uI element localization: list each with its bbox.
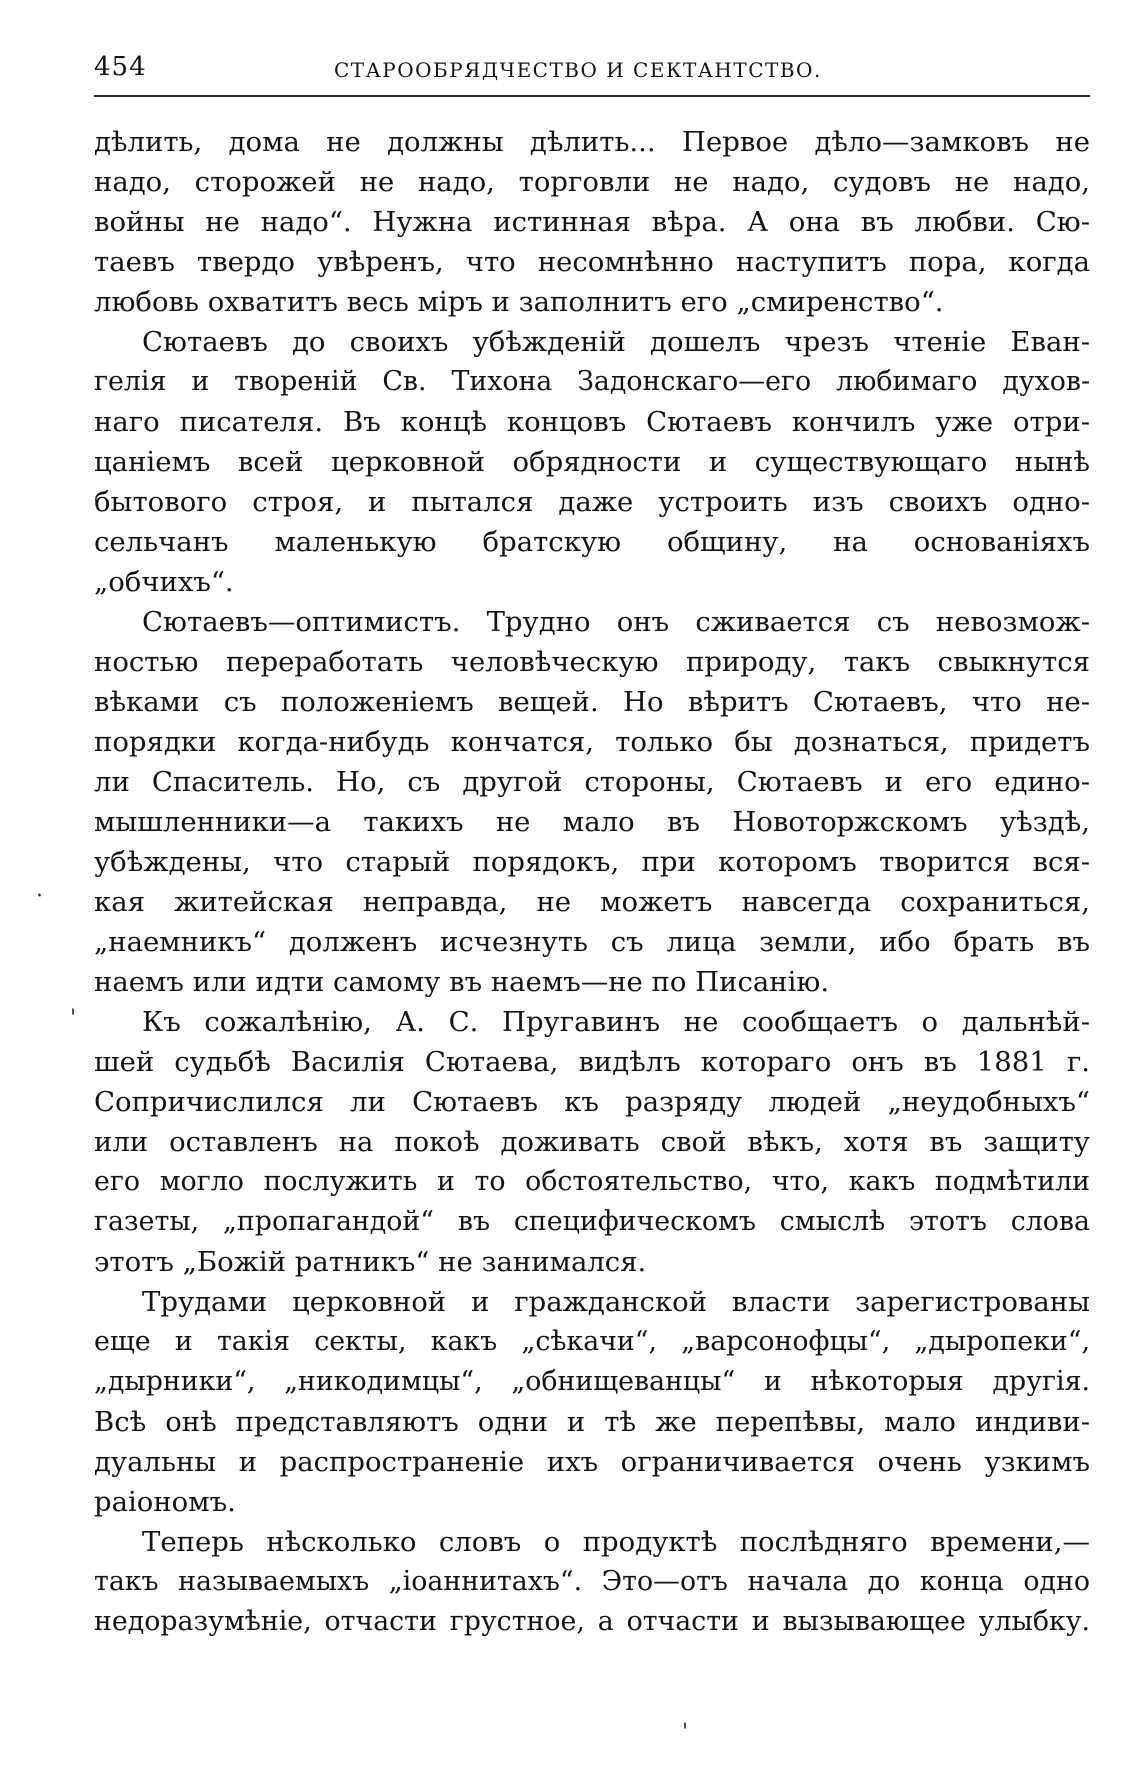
text-line: таевъ твердо увѣренъ, что несомнѣнно наступитъ пора, когда [94, 246, 1090, 278]
text-line: наго писателя. Въ концѣ концовъ Сютаевъ кончилъ уже отри- [94, 406, 1090, 438]
text-line: вѣками съ положеніемъ вещей. Но вѣритъ Сютаевъ, что не- [94, 686, 1090, 718]
text-line: Сопричислился ли Сютаевъ къ разряду людей „неудобныхъ“ [94, 1086, 1090, 1118]
text-line: газеты, „пропагандой“ въ специфическомъ смыслѣ этотъ слова [94, 1206, 1090, 1237]
text-line: „наемникъ“ долженъ исчезнуть съ лица земли, ибо брать въ [94, 926, 1090, 958]
text-line: его могло послужить и то обстоятельство, что, какъ подмѣтили [94, 1166, 1090, 1197]
text-line: убѣждены, что старый порядокъ, при которомъ творится вся- [94, 846, 1090, 878]
text-line: надо, сторожей не надо, торговли не надо, судовъ не надо, [94, 166, 1090, 198]
text-line: сельчанъ маленькую братскую общину, на основаніяхъ [94, 526, 1090, 558]
text-line: Теперь нѣсколько словъ о продуктѣ послѣдняго времени,— [142, 1526, 1090, 1558]
header-rule [94, 95, 1090, 97]
text-line: шей судьбѣ Василія Сютаева, видѣлъ котораго онъ въ 1881 г. [94, 1046, 1090, 1078]
paragraph-5 [94, 1282, 1090, 1522]
text-line: наемъ или идти самому въ наемъ—не по Писанію. [94, 966, 830, 998]
text-line: раіономъ. [94, 1486, 236, 1518]
text-line: кая житейская неправда, не можетъ навсегда сохраниться, [94, 886, 1090, 918]
ink-speck: · [36, 884, 43, 909]
body-text [94, 122, 1090, 1642]
text-line: дуальны и распространеніе ихъ ограничивается очень узкимъ [94, 1446, 1090, 1478]
ink-speck: ' [70, 1006, 77, 1031]
text-line: Сютаевъ до своихъ убѣжденій дошелъ чрезъ чтеніе Еван- [142, 326, 1090, 358]
text-line: войны не надо“. Нужна истинная вѣра. А она въ любви. Сю- [94, 206, 1090, 238]
text-line: недоразумѣніе, отчасти грустное, а отчасти и вызывающее улыбку. [94, 1606, 1090, 1637]
paragraph-4 [94, 1002, 1090, 1282]
page-header [94, 52, 1090, 92]
text-line: этотъ „Божій ратникъ“ не занимался. [94, 1246, 647, 1278]
paragraph-3 [94, 602, 1090, 1002]
text-line: еще и такія секты, какъ „сѣкачи“, „варсонофцы“, „дыропеки“, [94, 1326, 1090, 1357]
text-line: ностью переработать человѣческую природу, такъ свыкнутся [94, 646, 1090, 678]
text-line: „дырники“, „никодимцы“, „обнищеванцы“ и нѣкоторыя другія. [94, 1366, 1090, 1397]
text-line: любовь охватитъ весь міръ и заполнитъ его „смиренство“. [94, 286, 944, 318]
text-line: или оставленъ на покоѣ доживать свой вѣкъ, хотя въ защиту [94, 1126, 1090, 1158]
text-line: ли Спаситель. Но, съ другой стороны, Сютаевъ и его едино- [94, 766, 1090, 798]
text-line: гелія и твореній Св. Тихона Задонскаго—его любимаго духов- [94, 366, 1090, 397]
text-line: порядки когда-нибудь кончатся, только бы дознаться, придетъ [94, 726, 1090, 758]
text-line: мышленники—а такихъ не мало въ Новоторжскомъ уѣздѣ, [94, 806, 1090, 838]
text-line: бытового строя, и пытался даже устроить изъ своихъ одно- [94, 486, 1090, 518]
paragraph-1 [94, 122, 1090, 322]
paragraph-2 [94, 322, 1090, 602]
text-line: Всѣ онѣ представляютъ одни и тѣ же перепѣвы, мало индиви- [94, 1406, 1090, 1438]
text-line: „обчихъ“. [94, 566, 234, 598]
page-number: 454 [94, 52, 147, 82]
text-line: Трудами церковной и гражданской власти зарегистрованы [142, 1286, 1090, 1318]
running-head: СТАРООБРЯДЧЕСТВО И СЕКТАНТСТВО. [334, 58, 822, 82]
text-line: дѣлить, дома не должны дѣлить... Первое дѣло—замковъ не [94, 126, 1090, 158]
text-line: такъ называемыхъ „іоаннитахъ“. Это—отъ начала до конца одно [94, 1566, 1090, 1597]
text-line: Къ сожалѣнію, А. С. Пругавинъ не сообщаетъ о дальнѣй- [142, 1006, 1090, 1038]
ink-speck: ' [682, 1720, 689, 1745]
text-line: цаніемъ всей церковной обрядности и существующаго нынѣ [94, 446, 1090, 478]
text-line: Сютаевъ—оптимистъ. Трудно онъ сживается съ невозмож- [142, 606, 1090, 638]
paragraph-6 [94, 1522, 1090, 1642]
